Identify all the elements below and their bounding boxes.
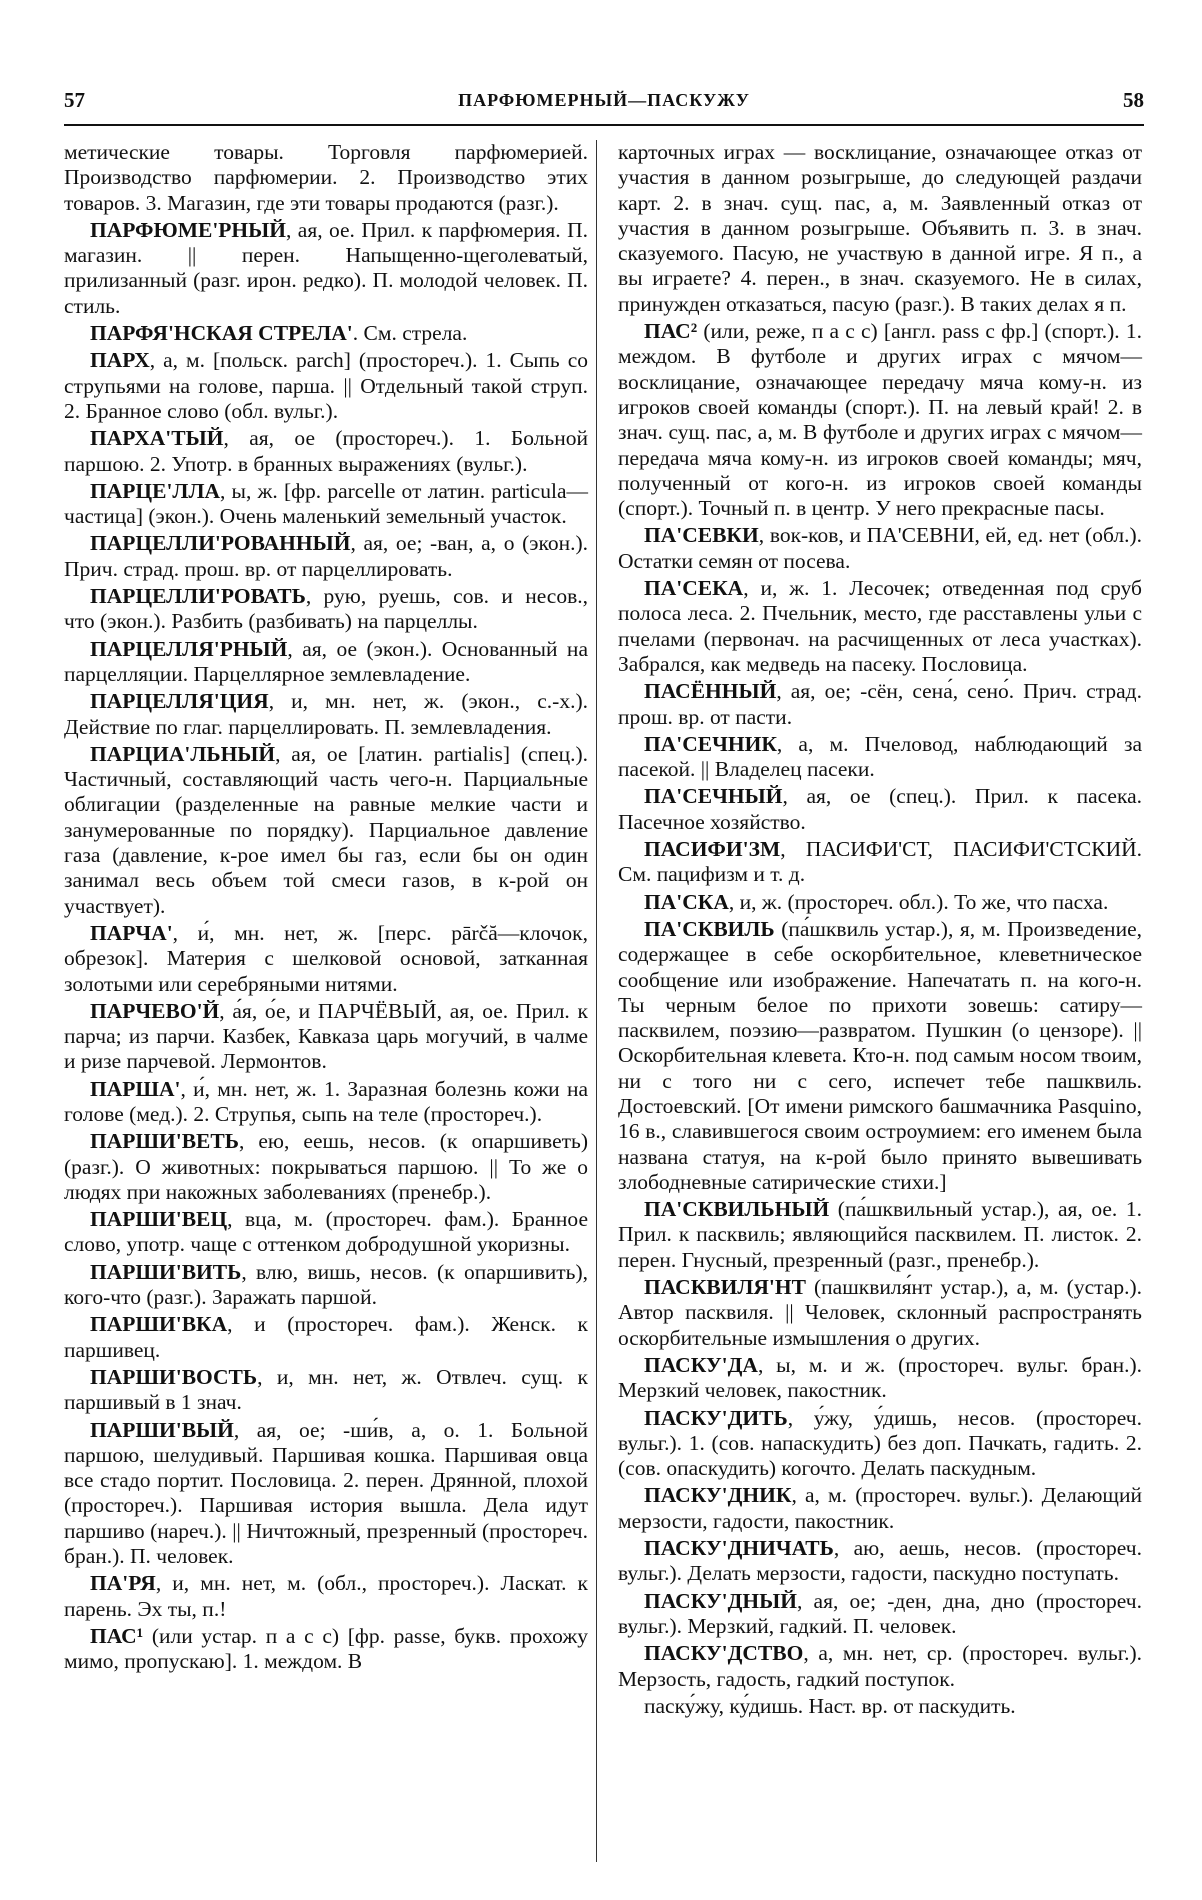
entry: ПА'СЕВКИ, вок-ков, и ПА'СЕВНИ, ей, ед. нет (обл.). Остатки семян от посева. bbox=[618, 523, 1142, 573]
entry: ПА'РЯ, и, мн. нет, м. (обл., простореч.). Ласкат. к парень. Эх ты, п.! bbox=[64, 1571, 588, 1621]
entry: ПАРЦЕЛЛИ'РОВАННЫЙ, ая, ое; -ван, а, о (экон.). Прич. страд. прош. вр. от парцеллировать. bbox=[64, 531, 588, 581]
page-number-left: 57 bbox=[64, 88, 85, 112]
entry: ПА'СЕЧНЫЙ, ая, ое (спец.). Прил. к пасека. Пасечное хозяйство. bbox=[618, 784, 1142, 834]
entry: ПАРЧА', и́, мн. нет, ж. [перс. pārčă—клочок, обрезок]. Материя с шелковой основой, затканная золотыми или серебряными нитями. bbox=[64, 920, 588, 996]
entry-continuation: карточных играх — восклицание, означающее отказ от участия в данном розыгрыше, до следующей раздачи карт. 2. в знач. сущ. пас, а, м. Заявленный отказ от участия в данном розыгрыше. Объявить п. 3. в знач. сказуемого. Пасую, не участвую в данной игре. Я п., а вы играете? 4. перен., в знач. сказуемого. Не в силах, принужден отказаться, пасую (разг.). В таких делах я п. bbox=[618, 140, 1142, 316]
entry: ПАРШИ'ВИТЬ, влю, вишь, несов. (к опаршивить), кого-что (разг.). Заражать паршой. bbox=[64, 1259, 588, 1310]
entry: ПАСКВИЛЯ'НТ (пашквиля́нт устар.), а, м. (устар.). Автор пасквиля. || Человек, склонный распространять оскорбительные измышления о других. bbox=[618, 1275, 1142, 1350]
running-head: ПАРФЮМЕРНЫЙ—ПАСКУЖУ bbox=[458, 90, 750, 110]
entry: паску́жу, ку́дишь. Наст. вр. от паскудить. bbox=[644, 1693, 1016, 1718]
entry: ПАРХА'ТЫЙ, ая, ое (простореч.). 1. Больной паршою. 2. Употр. в бранных выражениях (вульг.). bbox=[64, 426, 588, 476]
entry: ПАРЦЕЛЛИ'РОВАТЬ, рую, руешь, сов. и несов., что (экон.). Разбить (разбивать) на парцеллы. bbox=[64, 584, 588, 634]
entry: ПАСКУ'ДИТЬ, у́жу, у́дишь, несов. (простореч. вульг.). 1. (сов. напаскудить) без доп. Пачкать, гадить. 2. (сов. опаскудить) когочто. Делать паскудным. bbox=[618, 1405, 1142, 1481]
entry: ПАРЦЕЛЛЯ'ЦИЯ, и, мн. нет, ж. (экон., с.-х.). Действие по глаг. парцеллировать. П. землевладения. bbox=[64, 689, 588, 739]
entry: ПАРФЮМЕ'РНЫЙ, ая, ое. Прил. к парфюмерия. П. магазин. || перен. Напыщенно-щеголеватый, прилизанный (разг. ирон. редко). П. молодой человек. П. стиль. bbox=[64, 217, 588, 318]
entry: ПАС² (или, реже, п а с с) [англ. pass с фр.] (спорт.). 1. междом. В футболе и других играх с мячом—восклицание, означающее передачу мяча кому-н. из игроков своей команды (спорт.). П. на левый край! 2. в знач. сущ. пас, а, м. В футболе и других играх с мячом—передача мяча кому-н. из игроков своей команды; мяч, полученный от кого-н. из игроков своей команды (спорт.). Точный п. в центр. У него прекрасные пасы. bbox=[618, 319, 1142, 521]
entry: ПА'СКА, и, ж. (простореч. обл.). То же, что пасха. bbox=[644, 889, 1109, 914]
entry: ПАРШИ'ВКА, и (простореч. фам.). Женск. к паршивец. bbox=[64, 1312, 588, 1362]
entry: ПАСИФИ'ЗМ, ПАСИФИ'СТ, ПАСИФИ'СТСКИЙ. См. пацифизм и т. д. bbox=[618, 837, 1142, 887]
right-column bbox=[618, 140, 1142, 1721]
entry: ПАСКУ'ДНЫЙ, ая, ое; -ден, дна, дно (простореч. вульг.). Мерзкий, гадкий. П. человек. bbox=[618, 1588, 1142, 1638]
entry: ПАРШИ'ВЕЦ, вца, м. (простореч. фам.). Бранное слово, употр. чаще с оттенком добродушной укоризны. bbox=[64, 1207, 588, 1257]
entry: ПАРЦИА'ЛЬНЫЙ, ая, ое [латин. partialis] (спец.). Частичный, составляющий часть чего-н. Парциальные облигации (разделенные на равные мелкие части и занумерованные по порядку). Парциальное давление газа (давление, к-рое имел бы газ, если бы он один занимал весь объем той смеси газов, в к-рой он участвует). bbox=[64, 741, 588, 918]
entry: ПАРЦЕЛЛЯ'РНЫЙ, ая, ое (экон.). Основанный на парцелляции. Парцеллярное землевладение. bbox=[64, 636, 588, 686]
entry: ПАРЧЕВО'Й, а́я, о́е, и ПАРЧЁВЫЙ, ая, ое. Прил. к парча; из парчи. Казбек, Кавказа царь могучий, в чалме и ризе парчевой. Лермонтов. bbox=[64, 998, 588, 1074]
entry: ПА'СЕЧНИК, а, м. Пчеловод, наблюдающий за пасекой. || Владелец пасеки. bbox=[618, 731, 1142, 782]
entry: ПАСЁННЫЙ, ая, ое; -сён, сена́, сено́. Прич. страд. прош. вр. от пасти. bbox=[618, 679, 1142, 729]
left-column bbox=[64, 140, 588, 1677]
entry: ПАРФЯ'НСКАЯ СТРЕЛА'. См. стрела. bbox=[90, 321, 468, 346]
page-header bbox=[64, 88, 1144, 118]
entry: ПАРША', и́, мн. нет, ж. 1. Заразная болезнь кожи на голове (мед.). 2. Струпья, сыпь на теле (простореч.). bbox=[64, 1076, 588, 1126]
entry: ПАСКУ'ДА, ы, м. и ж. (простореч. вульг. бран.). Мерзкий человек, пакостник. bbox=[618, 1352, 1142, 1403]
page-number-right: 58 bbox=[1123, 88, 1144, 112]
entry: ПА'СКВИЛЬ (па́шквиль устар.), я, м. Произведение, содержащее в себе оскорбительное, клеветническое сообщение или изображение. Напечатать п. на кого-н. Ты черным белое по прихоти зовешь: сатиру—пасквилем, поэзию—развратом. Пушкин (о цензоре). || Оскорбительная клевета. Кто-н. под самым носом твоим, ни с того ни с сего, испечет тебе пашквиль. Достоевский. [От имени римского башмачника Pasquino, 16 в., славившегося своим остроумием: его именем была названа статуя, на к-рой было принято вывешивать злободневные сатирические стихи.] bbox=[618, 916, 1142, 1194]
entry: ПАСКУ'ДНИЧАТЬ, аю, аешь, несов. (простореч. вульг.). Делать мерзости, гадости, паскудно поступать. bbox=[618, 1536, 1142, 1586]
entry: ПА'СКВИЛЬНЫЙ (па́шквильный устар.), ая, ое. 1. Прил. к пасквиль; являющийся пасквилем. П. листок. 2. перен. Гнусный, презренный (разг., пренебр.). bbox=[618, 1197, 1142, 1272]
entry: ПАРХ, а, м. [польск. parch] (простореч.). 1. Сыпь со струпьями на голове, парша. || Отдельный такой струп. 2. Бранное слово (обл. вульг.). bbox=[64, 348, 588, 423]
entry: ПАРШИ'ВОСТЬ, и, мн. нет, ж. Отвлеч. сущ. к паршивый в 1 знач. bbox=[64, 1364, 588, 1415]
entry: ПА'СЕКА, и, ж. 1. Лесочек; отведенная под сруб полоса леса. 2. Пчельник, место, где расставлены ульи с пчелами (первонач. на расчищенных от леса участках). Забрался, как медведь на пасеку. Пословица. bbox=[618, 576, 1142, 676]
entry: ПАРШИ'ВЫЙ, ая, ое; -ши́в, а, о. 1. Больной паршою, шелудивый. Паршивая кошка. Паршивая овца все стадо портит. Пословица. 2. перен. Дрянной, плохой (простореч.). Паршивая история вышла. Дела идут паршиво (нареч.). || Ничтожный, презренный (простореч. бран.). П. человек. bbox=[64, 1417, 588, 1569]
entry: ПАСКУ'ДНИК, а, м. (простореч. вульг.). Делающий мерзости, гадости, пакостник. bbox=[618, 1483, 1142, 1533]
entry: ПАРЦЕ'ЛЛА, ы, ж. [фр. parcelle от латин. particula—частица] (экон.). Очень маленький земельный участок. bbox=[64, 478, 588, 529]
column-divider bbox=[596, 140, 597, 1862]
entry: ПАС¹ (или устар. п а с с) [фр. passe, букв. прохожу мимо, пропускаю]. 1. междом. В bbox=[64, 1623, 588, 1674]
entry: ПАСКУ'ДСТВО, а, мн. нет, ср. (простореч. вульг.). Мерзость, гадость, гадкий поступок. bbox=[618, 1641, 1142, 1691]
header-rule bbox=[64, 124, 1144, 126]
entry-continuation: метические товары. Торговля парфюмерией. Производство парфюмерии. 2. Производство этих товаров. 3. Магазин, где эти товары продаются (разг.). bbox=[64, 140, 588, 215]
entry: ПАРШИ'ВЕТЬ, ею, еешь, несов. (к опаршиветь) (разг.). О животных: покрываться паршою. || То же о людях при накожных заболеваниях (пренебр.). bbox=[64, 1129, 588, 1204]
